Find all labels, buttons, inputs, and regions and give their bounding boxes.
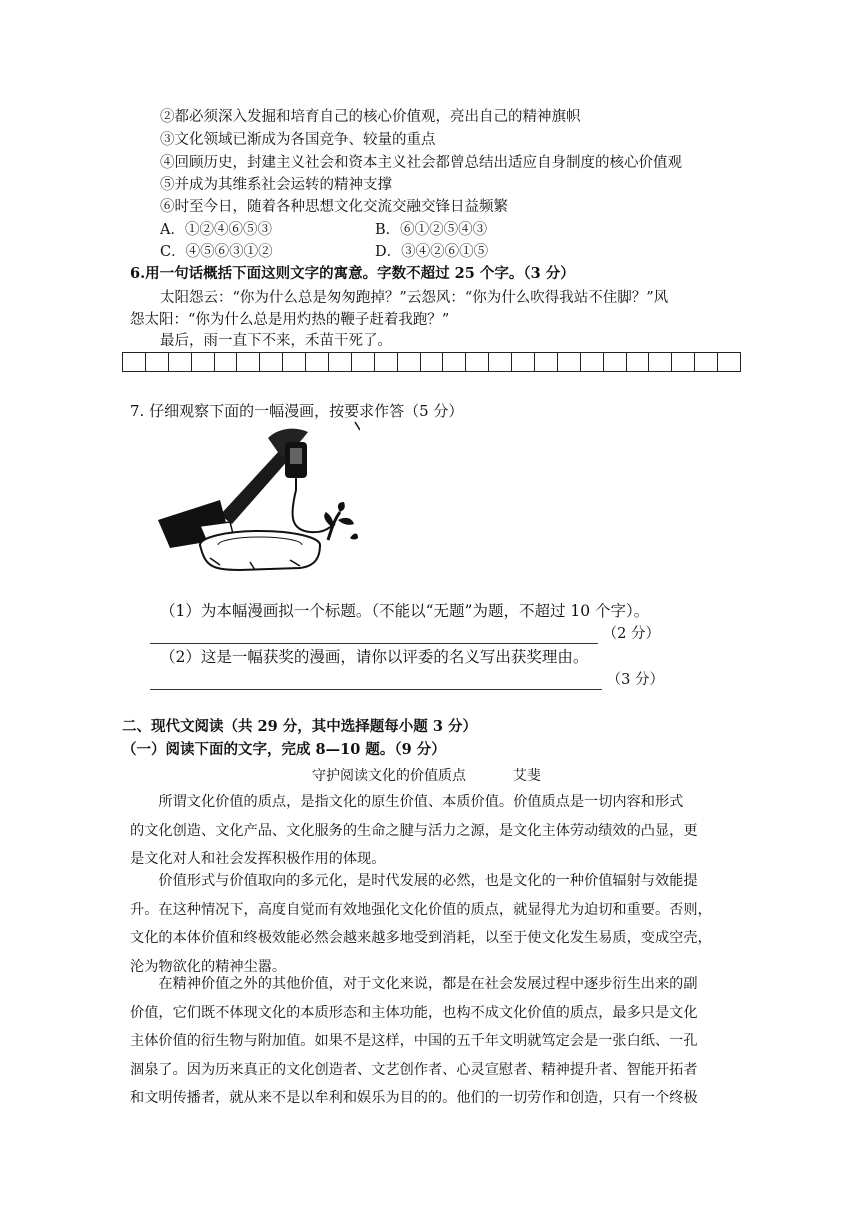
paragraph-line: 沦为物欲化的精神尘嚣。	[130, 958, 287, 975]
q5-item-2: ②都必须深入发掘和培育自己的核心价值观，亮出自己的精神旗帜	[160, 109, 581, 125]
answer-grid-cell[interactable]	[535, 352, 558, 372]
article-title-row	[312, 766, 541, 786]
answer-grid-cell[interactable]	[512, 352, 535, 372]
paragraph-line: 价值形式与价值取向的多元化，是时代发展的必然，也是文化的一种价值辐射与效能提	[158, 873, 698, 889]
answer-grid-cell[interactable]	[215, 352, 238, 372]
answer-grid-cell[interactable]	[169, 352, 192, 372]
q7-sub1-score: （2 分）	[602, 626, 660, 642]
q6-text-line-1: 太阳怨云：“你为什么总是匆匆跑掉？”云怨风：“你为什么吹得我站不住脚？”风	[160, 290, 669, 306]
answer-grid-cell[interactable]	[604, 352, 627, 372]
cartoon-axe-cutting-sapling-image	[150, 420, 360, 585]
answer-grid-cell[interactable]	[581, 352, 604, 372]
answer-grid-cell[interactable]	[123, 352, 146, 372]
paragraph-line: 和文明传播者，就从来不是以牟利和娱乐为目的的。他们的一切劳作和创造，只有一个终极	[130, 1090, 698, 1106]
paragraph-line: 的文化创造、文化产品、文化服务的生命之腱与活力之源，是文化主体劳动绩效的凸显，更	[130, 822, 698, 839]
q5-option-c: C．④⑤⑥③①②	[160, 244, 273, 260]
answer-grid-cell[interactable]	[718, 352, 741, 372]
answer-grid-cell[interactable]	[489, 352, 512, 372]
section-2-title: 二、现代文阅读（共 29 分，其中选择题每小题 3 分）	[122, 718, 477, 735]
q5-option-b: B．⑥①②⑤④③	[375, 222, 488, 238]
article-title: 守护阅读文化的价值质点	[312, 768, 466, 784]
q7-sub1: （1）为本幅漫画拟一个标题。（不能以“无题”为题，不超过 10 个字）。	[160, 602, 650, 620]
q5-item-3: ③文化领域已渐成为各国竞争、较量的重点	[160, 132, 436, 148]
article-author: 艾斐	[512, 768, 541, 784]
answer-grid-cell[interactable]	[306, 352, 329, 372]
q5-item-6: ⑥时至今日，随着各种思想文化交流交融交锋日益频繁	[160, 199, 508, 215]
paragraph-line: 是文化对人和社会发挥积极作用的体现。	[130, 851, 386, 867]
q6-text-line-2: 怨太阳：“你为什么总是用灼热的鞭子赶着我跑？”	[130, 312, 450, 328]
q5-item-5: ⑤并成为其维系社会运转的精神支撑	[160, 177, 392, 193]
q6-answer-grid[interactable]	[122, 352, 741, 372]
answer-grid-cell[interactable]	[375, 352, 398, 372]
article-paragraph-1	[130, 788, 738, 874]
q7-sub2-answer-line[interactable]	[150, 670, 664, 690]
q6-title: 6.用一句话概括下面这则文字的寓意。字数不超过 25 个字。（3 分）	[130, 265, 575, 282]
paragraph-line: 所谓文化价值的质点，是指文化的原生价值、本质价值。价值质点是一切内容和形式	[158, 794, 684, 810]
q7-sub2-score: （3 分）	[606, 672, 664, 688]
answer-grid-cell[interactable]	[260, 352, 283, 372]
answer-grid-cell[interactable]	[443, 352, 466, 372]
article-paragraph-3	[130, 970, 738, 1113]
paragraph-line: 涸泉了。因为历来真正的文化创造者、文艺创作者、心灵宣慰者、精神提升者、智能开拓者	[130, 1061, 698, 1078]
answer-grid-cell[interactable]	[627, 352, 650, 372]
answer-grid-cell[interactable]	[192, 352, 215, 372]
paragraph-line: 在精神价值之外的其他价值，对于文化来说，都是在社会发展过程中逐步衍生出来的副	[158, 976, 698, 992]
q5-option-a: A．①②④⑥⑤③	[160, 222, 272, 238]
answer-grid-cell[interactable]	[352, 352, 375, 372]
q6-text-line-3: 最后，雨一直下不来，禾苗干死了。	[160, 333, 392, 349]
answer-grid-cell[interactable]	[329, 352, 352, 372]
answer-grid-cell[interactable]	[558, 352, 581, 372]
paragraph-line: 价值，它们既不体现文化的本质形态和主体功能，也构不成文化价值的质点，最多只是文化	[130, 1004, 698, 1021]
answer-grid-cell[interactable]	[649, 352, 672, 372]
q7-sub1-answer-line[interactable]	[150, 624, 660, 644]
paragraph-line: 升。在这种情况下，高度自觉而有效地强化文化价值的质点，就显得尤为迫切和重要。否则，	[130, 901, 712, 918]
answer-grid-cell[interactable]	[695, 352, 718, 372]
article-paragraph-2	[130, 867, 738, 981]
answer-grid-cell[interactable]	[421, 352, 444, 372]
q5-option-d: D．③④②⑥①⑤	[375, 244, 489, 260]
answer-grid-cell[interactable]	[466, 352, 489, 372]
paragraph-line: 文化的本体价值和终极效能必然会越来越多地受到消耗，以至于使文化发生易质，变成空壳，	[130, 930, 712, 946]
answer-grid-cell[interactable]	[237, 352, 260, 372]
answer-grid-cell[interactable]	[283, 352, 306, 372]
paragraph-line: 主体价值的衍生物与附加值。如果不是这样，中国的五千年文明就笃定会是一张白纸、一孔	[130, 1033, 698, 1049]
q5-item-4: ④回顾历史，封建主义社会和资本主义社会都曾总结出适应自身制度的核心价值观	[160, 155, 682, 171]
answer-grid-cell[interactable]	[398, 352, 421, 372]
answer-grid-cell[interactable]	[672, 352, 695, 372]
answer-grid-cell[interactable]	[146, 352, 169, 372]
section-2-part-1-title: （一）阅读下面的文字，完成 8—10 题。（9 分）	[122, 741, 446, 758]
q7-sub2: （2）这是一幅获奖的漫画，请你以评委的名义写出获奖理由。	[160, 648, 589, 666]
q7-title: 7. 仔细观察下面的一幅漫画，按要求作答（5 分）	[130, 402, 464, 420]
